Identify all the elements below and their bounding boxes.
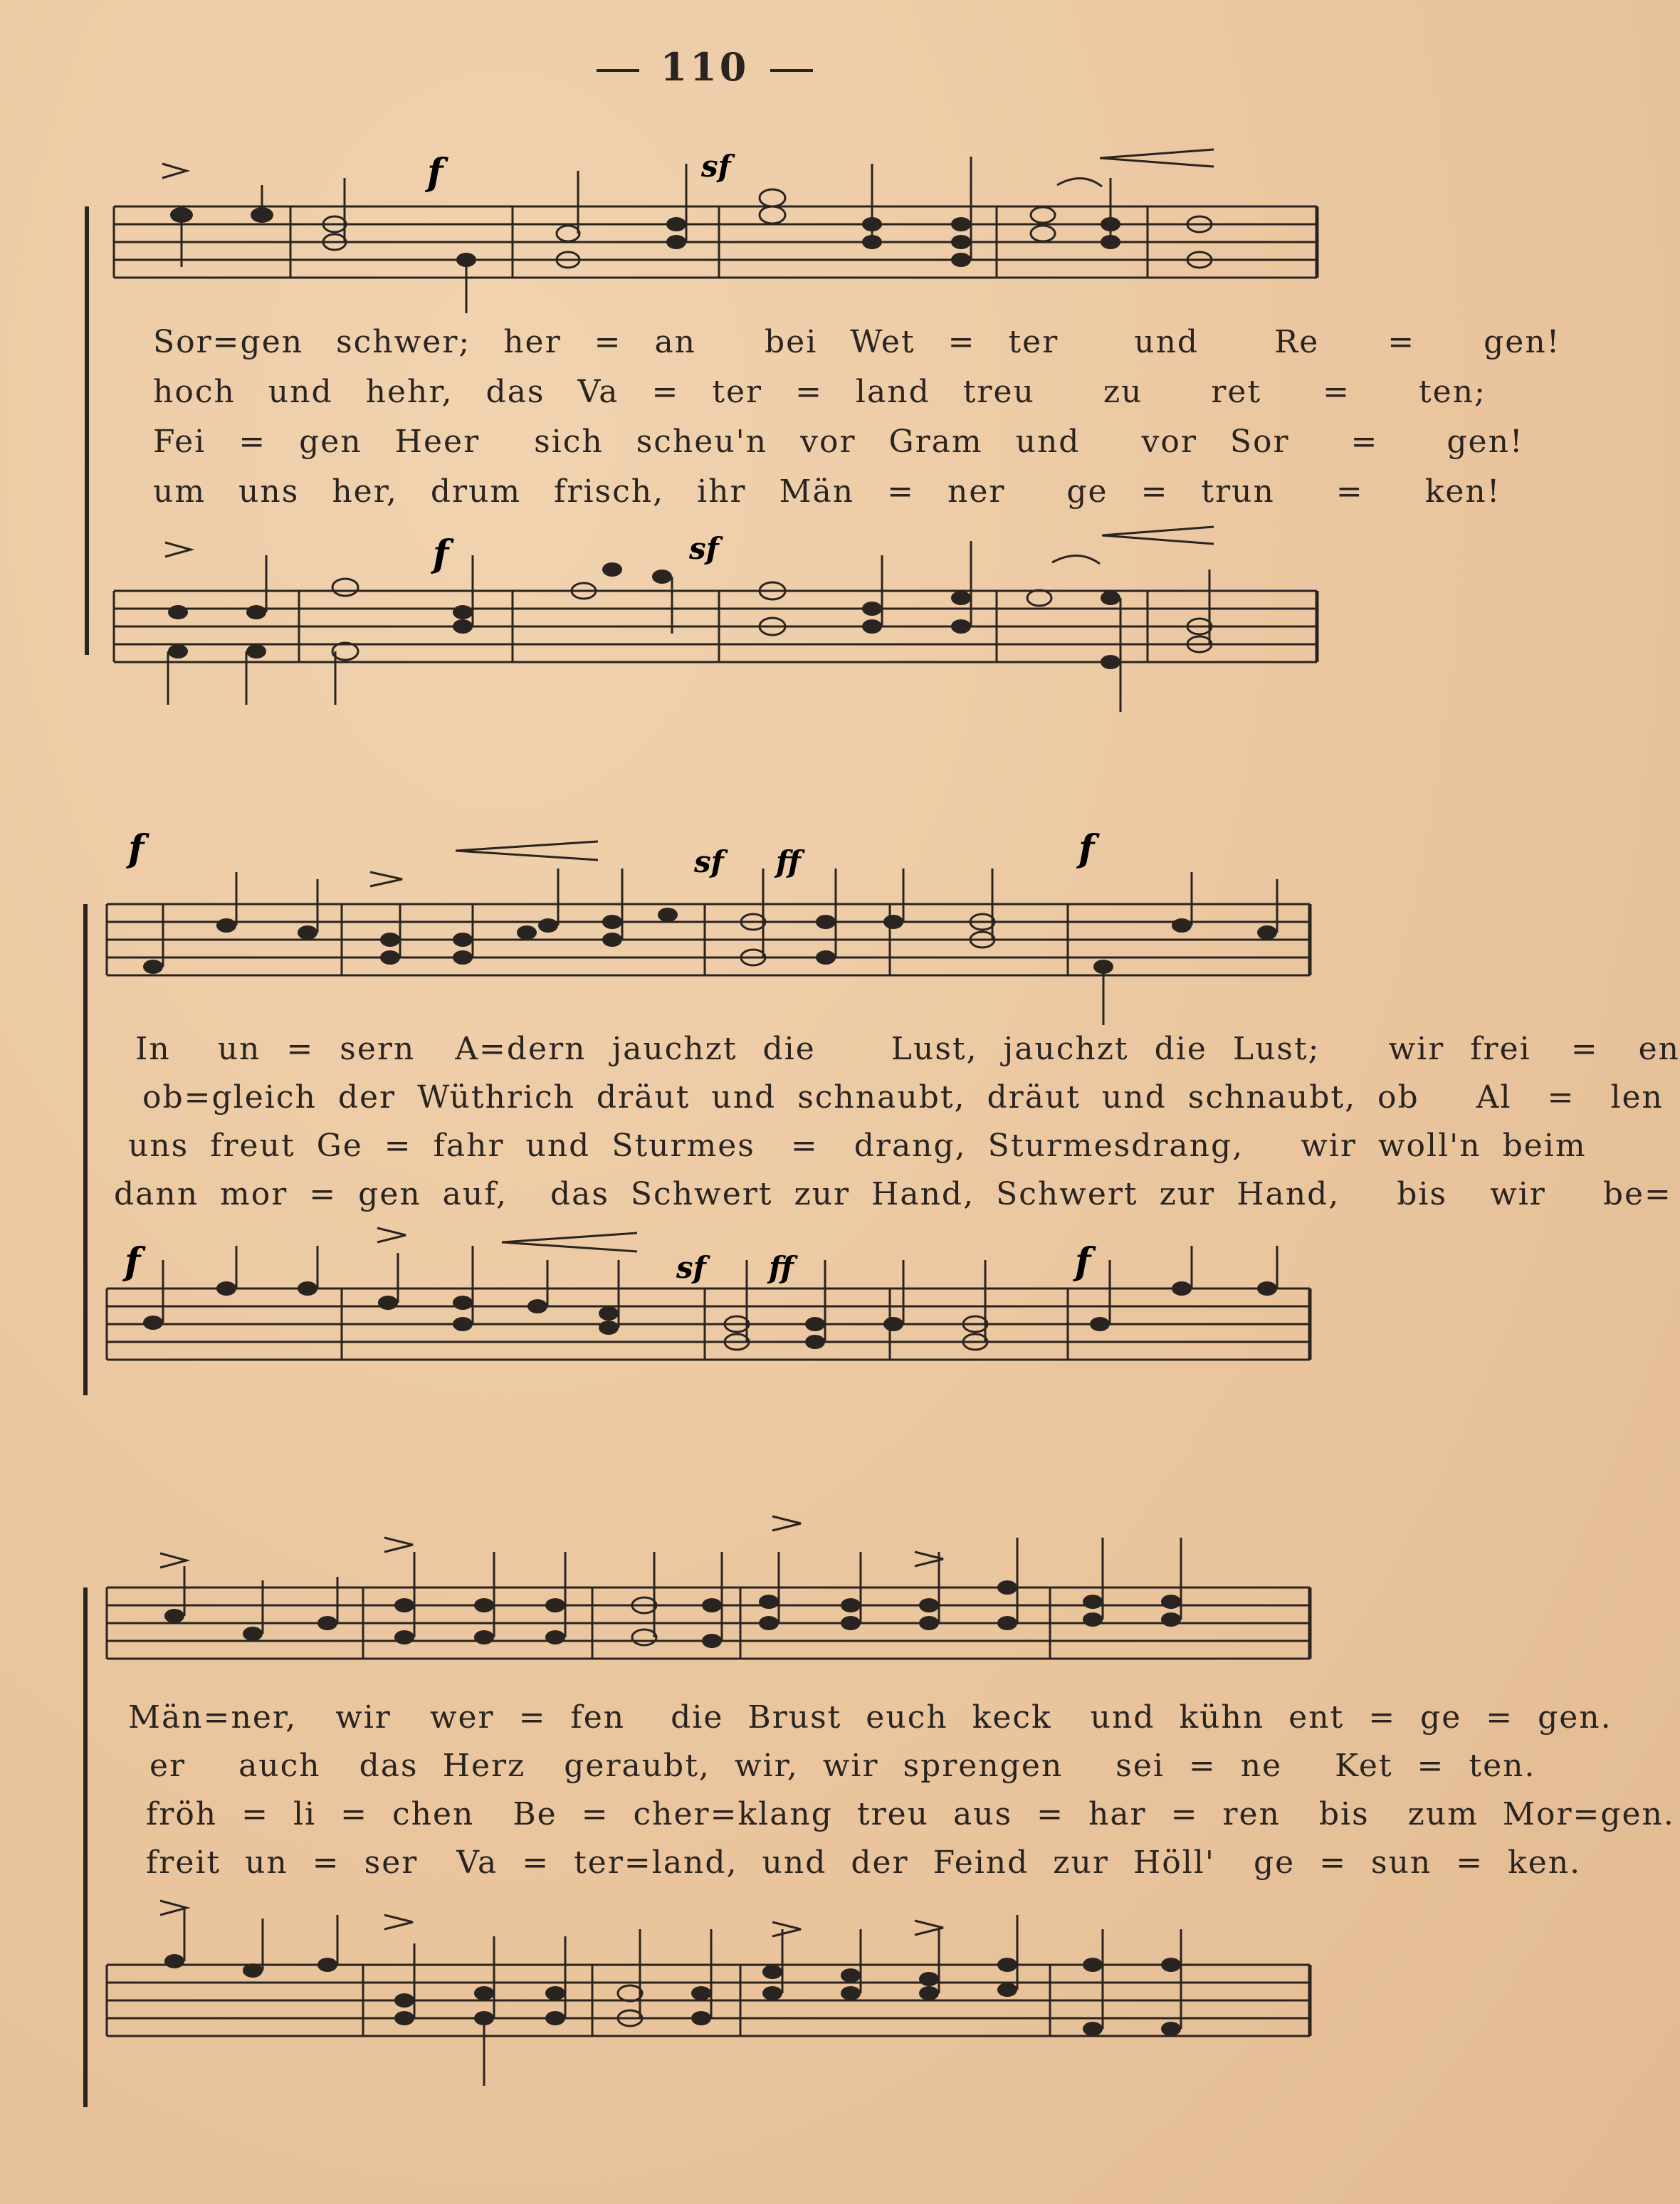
dynamic-ff: ff [776, 844, 801, 879]
dynamic-sf: sf [701, 149, 731, 184]
lyric-verse-4: dann mor = gen auf, das Schwert zur Hand, Schwert zur Hand, bis wir be= [114, 1176, 1672, 1212]
lyric-verse-1: In un = sern A=dern jauchzt die Lust, jauchzt die Lust; wir frei = en [135, 1031, 1680, 1067]
dynamic-f: f [125, 1240, 141, 1284]
lyric-verse-2: ob=gleich der Wüthrich dräut und schnaubt, dräut und schnaubt, ob Al = len [142, 1079, 1664, 1116]
lyric-verse-4: um uns her, drum frisch, ihr Män = ner ge = trun = ken! [153, 473, 1501, 510]
system-2-lower-staff [0, 1217, 1409, 1402]
system-3-lower-staff [0, 1886, 1409, 2093]
lyric-verse-2: hoch und hehr, das Va = ter = land treu zu ret = ten; [153, 374, 1486, 410]
lyric-verse-1: Sor=gen schwer; her = an bei Wet = ter und Re = gen! [153, 324, 1561, 360]
page-number [0, 44, 1409, 90]
lyric-verse-2: er auch das Herz geraubt, wir, wir sprengen sei = ne Ket = ten. [149, 1748, 1536, 1784]
dynamic-sf: sf [676, 1250, 706, 1285]
dynamic-f: f [427, 151, 443, 194]
dynamic-f: f [128, 827, 145, 871]
lyric-verse-3: fröh = li = chen Be = cher=klang treu aus = har = ren bis zum Mor=gen. [146, 1796, 1675, 1832]
system-1-lower-staff [0, 520, 1409, 719]
dynamic-sf: sf [694, 844, 724, 879]
lyric-verse-1: Män=ner, wir wer = fen die Brust euch keck und kühn ent = ge = gen. [128, 1699, 1612, 1736]
lyric-verse-3: uns freut Ge = fahr und Sturmes = drang, Sturmesdrang, wir woll'n beim [128, 1128, 1587, 1164]
dynamic-ff: ff [769, 1250, 794, 1285]
dynamic-f: f [433, 532, 449, 576]
dynamic-f: f [1075, 1240, 1091, 1284]
lyric-verse-4: freit un = ser Va = ter=land, und der Feind zur Höll' ge = sun = ken. [146, 1844, 1582, 1881]
system-2-upper-staff [0, 826, 1409, 1025]
lyric-verse-3: Fei = gen Heer sich scheu'n vor Gram und vor Sor = gen! [153, 424, 1524, 460]
system-1-upper-staff [0, 142, 1409, 320]
dynamic-sf: sf [689, 531, 719, 566]
dynamic-f: f [1078, 827, 1095, 871]
page-number-text: 110 [660, 44, 750, 90]
system-3-upper-staff [0, 1509, 1409, 1687]
